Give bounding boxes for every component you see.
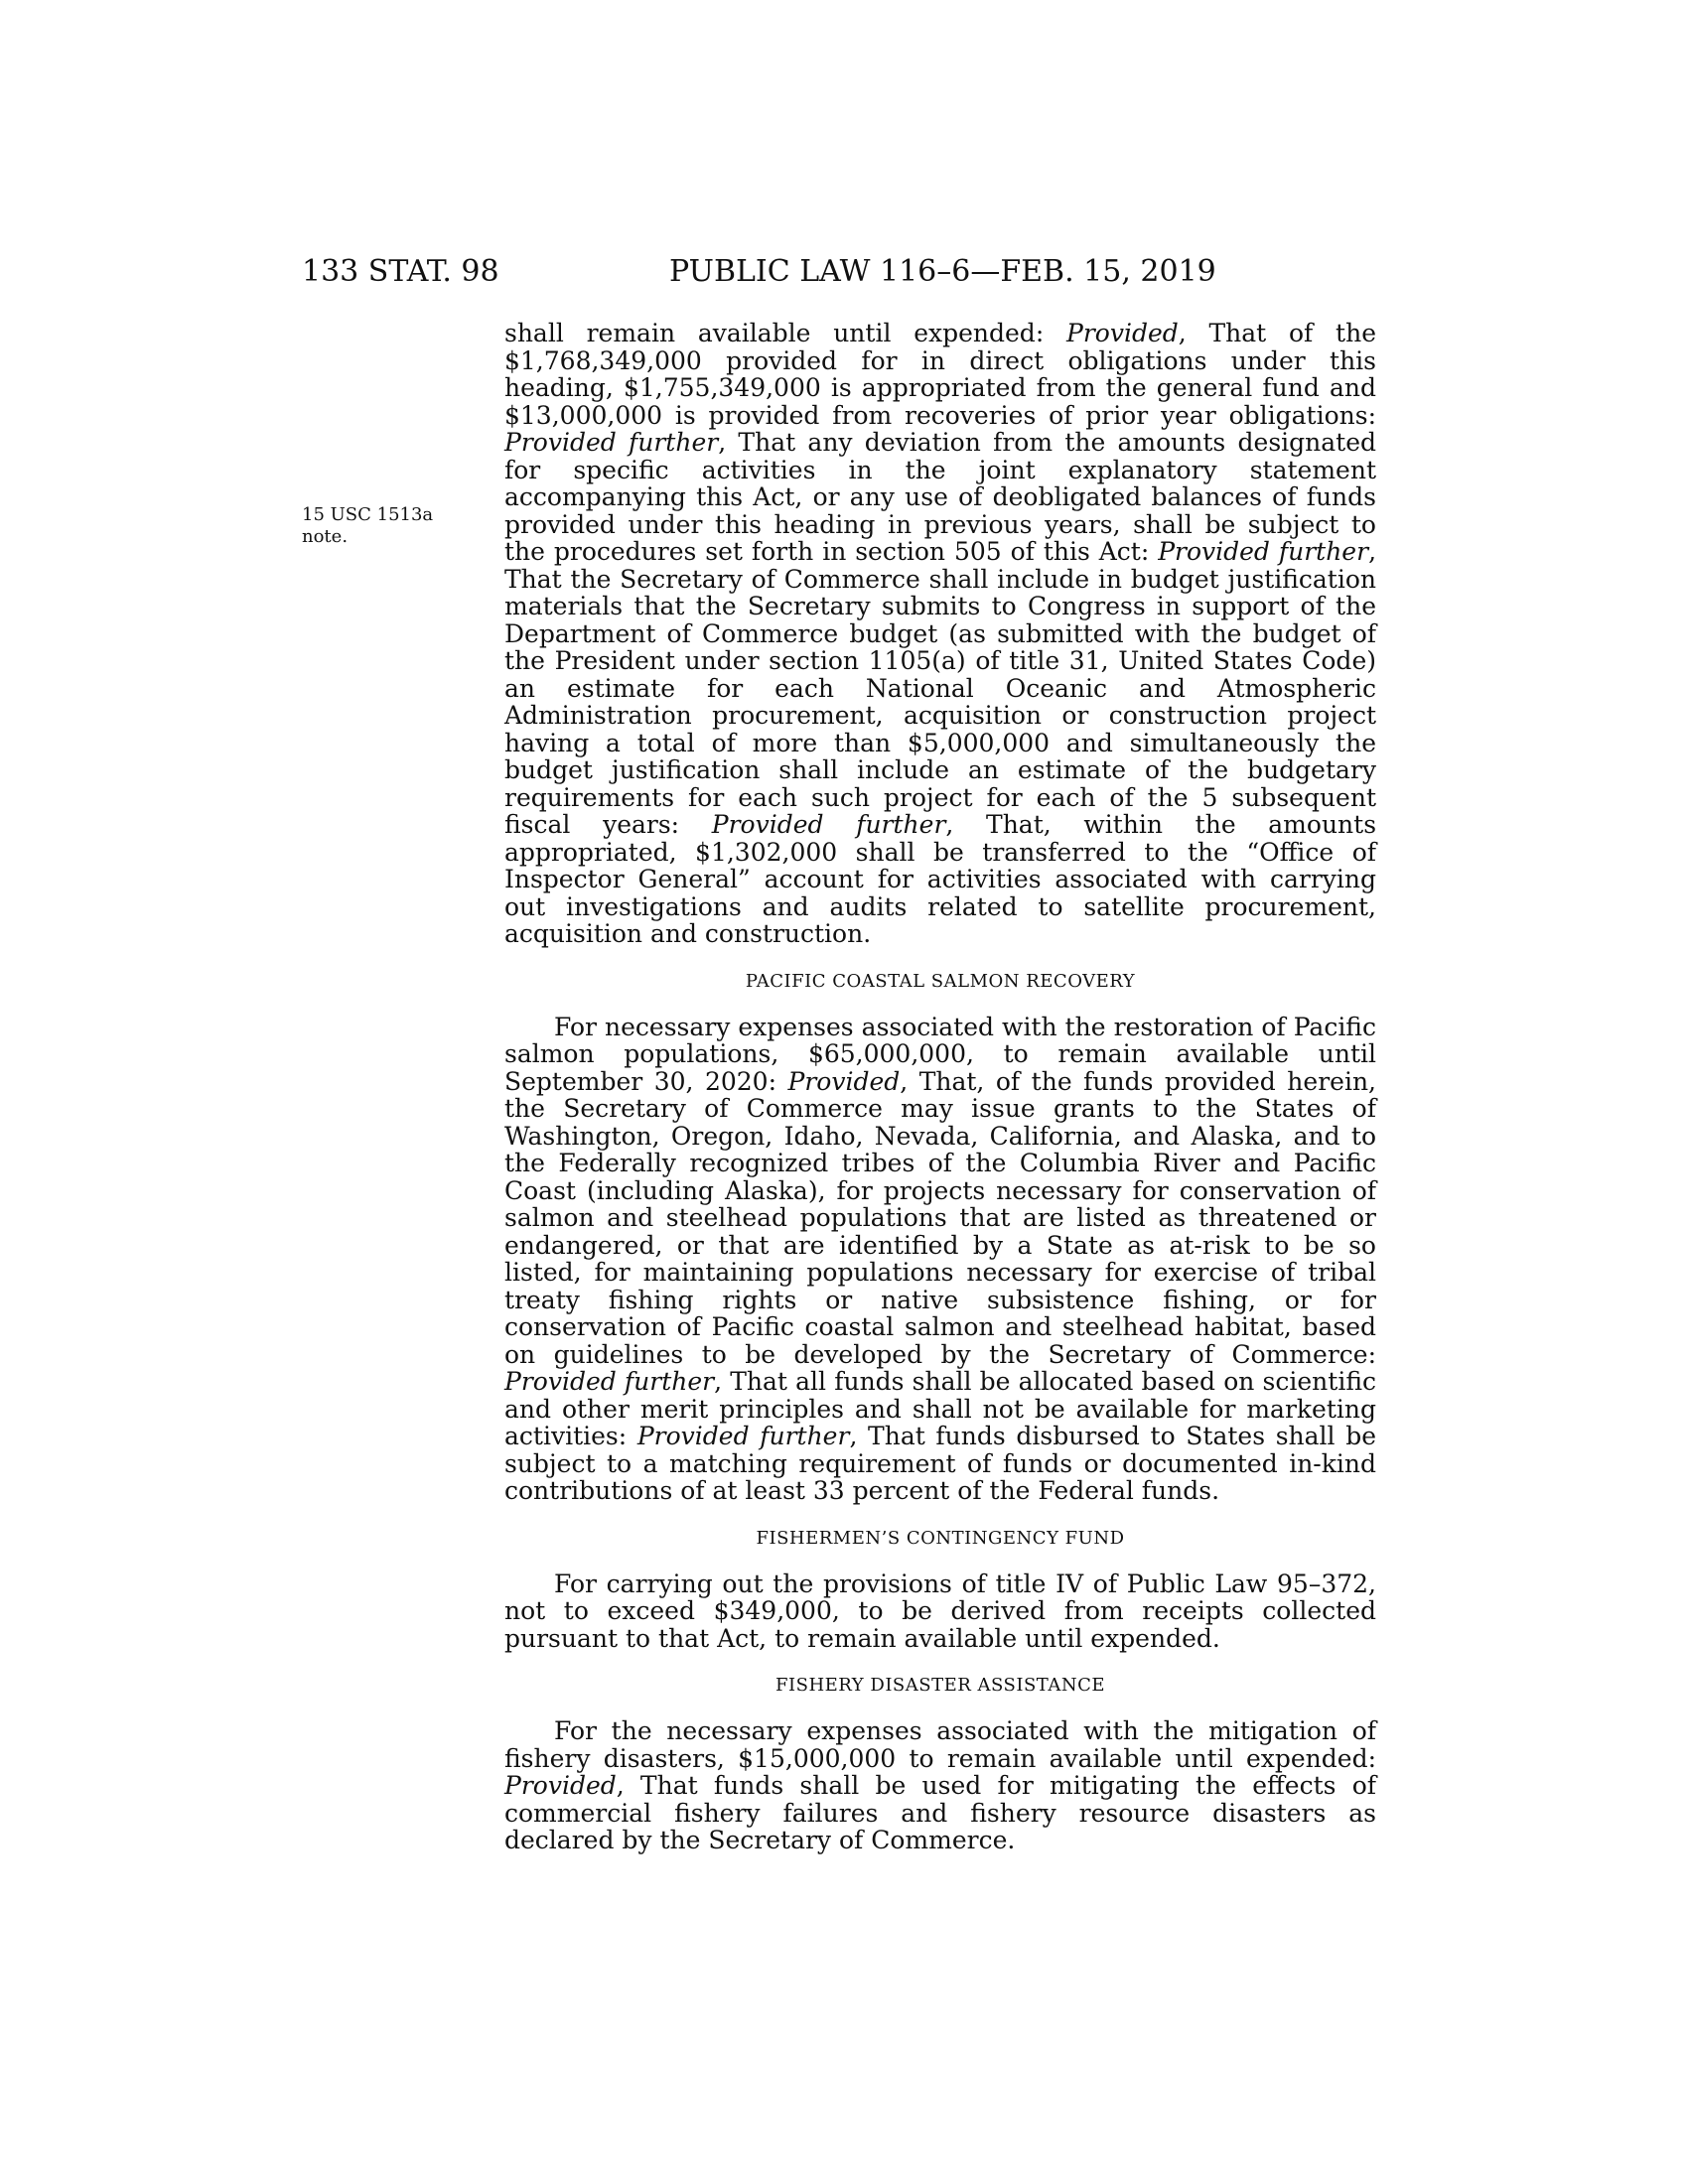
section-heading-salmon-recovery: PACIFIC COASTAL SALMON RECOVERY — [745, 970, 1136, 992]
text-run: , That, within the amounts appropriated, $1,302,000 shall be transferred to the “Office of Inspector General” account for activities associated with carrying out investigations and audits related to satellite procurement, acquisition and construction. — [504, 810, 1377, 948]
salmon-recovery-paragraph — [504, 1014, 1376, 1505]
text-run: For the necessary expenses associated with the mitigation of fishery disasters, $15,000,000 to remain available until expended: — [504, 1716, 1376, 1773]
public-law-citation: PUBLIC LAW 116–6—FEB. 15, 2019 — [669, 254, 1216, 289]
text-run: , That of the $1,768,349,000 provided for in direct obligations under this heading, $1,755,349,000 is appropriated from the general fund and $13,000,000 is provided from recoveries of prior year obligations: — [504, 319, 1376, 430]
proviso-term: Provided further — [504, 1367, 715, 1396]
text-run: , That all funds shall be allocated based on scientific and other merit principles and shall not be available for marketing activities: — [504, 1367, 1376, 1450]
main-text — [504, 320, 1376, 1854]
text-run: , That the Secretary of Commerce shall include in budget justification materials that the Secretary submits to Congress in support of the Department of Commerce budget (as submitted with the budget of the President under section 1105(a) of title 31, United States Code) an estimate for each National Oceanic and Atmospheric Administration procurement, acquisition or construction project having a total of more than $5,000,000 and simultaneously the budget justification shall include an estimate of the budgetary requirements for each such project for each of the 5 subsequent fiscal years: — [504, 537, 1377, 839]
text-run: , That, of the funds provided herein, the Secretary of Commerce may issue grants to the States of Washington, Oregon, Idaho, Nevada, California, and Alaska, and to the Federally recognized tribes of the Columbia River and Pacific Coast (including Alaska), for projects necessary for conservation of salmon and steelhead populations that are listed as threatened or endangered, or that are identified by a State as at-risk to be so listed, for maintaining populations necessary for exercise of tribal treaty fishing rights or native subsistence fishing, or for conservation of Pacific coastal salmon and steelhead habitat, based on guidelines to be developed by the Secretary of Commerce: — [504, 1066, 1376, 1369]
stat-page-number: 133 STAT. 98 — [302, 254, 499, 289]
continued-paragraph — [504, 320, 1376, 948]
text-run: For necessary expenses associated with the restoration of Pacific salmon populations, $65,000,000, to remain available until September 30, 2020: — [504, 1012, 1376, 1096]
proviso-term: Provided further — [1158, 537, 1369, 566]
contingency-fund-paragraph — [504, 1570, 1376, 1653]
margin-note-suffix: note. — [302, 526, 349, 547]
proviso-term: Provided — [1066, 319, 1179, 347]
text-run: , That funds disbursed to States shall be subject to a matching requirement of funds or documented in-kind contributions of at least 33 percent of the Federal funds. — [504, 1422, 1377, 1505]
proviso-term: Provided — [504, 1771, 617, 1800]
section-heading-contingency-fund: FISHERMEN’S CONTINGENCY FUND — [756, 1527, 1125, 1549]
running-header — [302, 254, 1376, 294]
proviso-term: Provided further — [636, 1422, 850, 1450]
text-run: , That funds shall be used for mitigating the effects of commercial fishery failures and fishery resource disasters as declared by the Secretary of Commerce. — [504, 1771, 1376, 1854]
proviso-term: Provided further — [711, 810, 946, 839]
margin-note — [302, 504, 461, 548]
text-run: For carrying out the provisions of title IV of Public Law 95–372, not to exceed $349,000, to be derived from receipts collected pursuant to that Act, to remain available until expended. — [504, 1569, 1376, 1653]
text-run: , That any deviation from the amounts designated for specific activities in the joint explanatory statement accompanying this Act, or any use of deobligated balances of funds provided under this heading in previous years, shall be subject to the procedures set forth in section 505 of this Act: — [504, 428, 1377, 566]
text-run: shall remain available until expended: — [504, 319, 1067, 347]
disaster-assistance-paragraph — [504, 1717, 1376, 1854]
proviso-term: Provided further — [504, 428, 719, 457]
proviso-term: Provided — [787, 1066, 901, 1096]
margin-note-citation: 15 USC 1513a — [302, 504, 434, 525]
section-heading-disaster-assistance: FISHERY DISASTER ASSISTANCE — [775, 1675, 1105, 1696]
